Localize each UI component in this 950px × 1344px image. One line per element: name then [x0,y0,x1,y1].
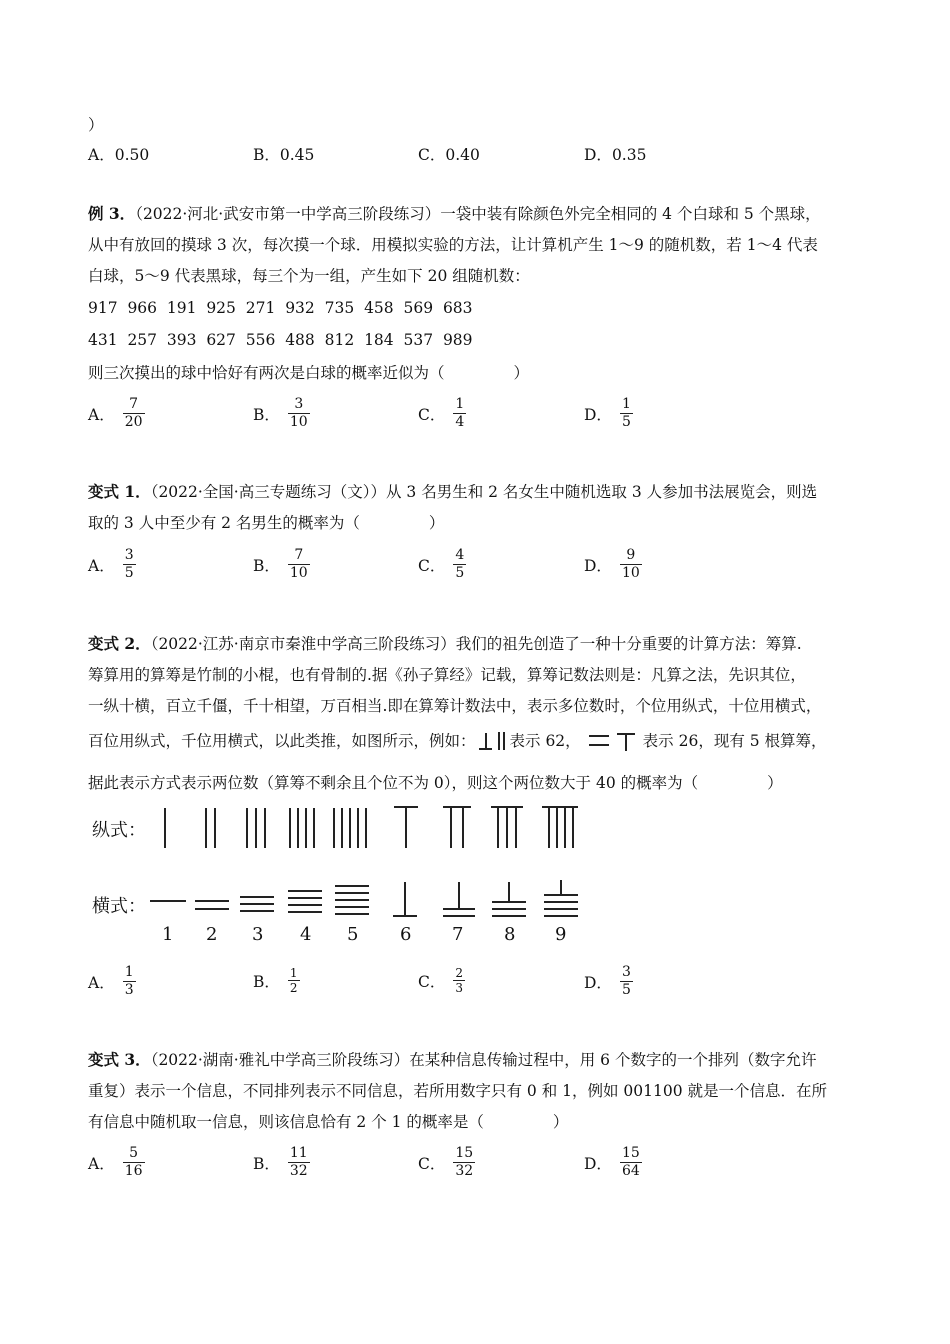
var2-line1: 变式 2．（2022·江苏·南京市秦淮中学高三阶段练习）我们的祖先创造了一种十分重要的计算方法：筹算. [88,634,802,653]
counting-rods-figure [88,802,588,952]
digit-2: 2 [206,924,218,945]
var1-option-b[interactable]: B． $\frac{7}{10}$ [253,547,308,581]
ex3-option-a[interactable]: A． $\frac{7}{20}$ [88,396,143,430]
var3-line2: 重复）表示一个信息，不同排列表示不同信息，若所用数字只有 0 和 1，例如 001100 就是一个信息．在所 [88,1082,828,1100]
var3-line1: 变式 3．（2022·湖南·雅礼中学高三阶段练习）在某种信息传输过程中，用 6 个数字的一个排列（数字允许 [88,1050,817,1069]
var1-line2: 取的 3 人中至少有 2 名男生的概率为（ ） [88,514,445,532]
option-c[interactable]: C．0.40 [418,146,480,164]
ex3-option-c[interactable]: C． $\frac{1}{4}$ [418,396,465,430]
digit-8: 8 [504,924,516,945]
horizontal-form-label: 横式： [92,896,146,917]
var2-option-d[interactable]: D． $\frac{3}{5}$ [584,964,631,998]
var1-option-c[interactable]: C． $\frac{4}{5}$ [418,547,465,581]
ex3-line1: 例 3．（2022·河北·武安市第一中学高三阶段练习）一袋中装有除颜色外完全相同的 4 个白球和 5 个黑球， [88,204,821,223]
option-b[interactable]: B．0.45 [253,146,315,164]
digit-4: 4 [300,924,312,945]
digit-5: 5 [347,924,359,945]
ex3-option-d[interactable]: D． $\frac{1}{5}$ [584,396,631,430]
ex3-random-numbers-1: 917 966 191 925 271 932 735 458 569 683 [88,299,473,317]
var3-option-c[interactable]: C． $\frac{15}{32}$ [418,1145,474,1179]
rod-figure-62 [476,730,510,752]
var2-line2: 筹算用的算筹是竹制的小棍，也有骨制的.据《孙子算经》记载，算筹记数法则是：凡算之法，先识其位， [88,666,806,684]
vertical-form-label: 纵式： [92,820,146,841]
var3-line3: 有信息中随机取一信息，则该信息恰有 2 个 1 的概率是（ ） [88,1113,569,1131]
var1-line1: 变式 1．（2022·全国·高三专题练习（文））从 3 名男生和 2 名女生中随机选取 3 人参加书法展览会，则选 [88,482,818,501]
var3-option-d[interactable]: D． $\frac{15}{64}$ [584,1145,640,1179]
var2-line5: 据此表示方式表示两位数（算筹不剩余且个位不为 0），则这个两位数大于 40 的概率为（ ） [88,774,783,792]
var1-option-d[interactable]: D． $\frac{9}{10}$ [584,547,640,581]
var2-option-c[interactable]: C． $\frac{2}{3}$ [418,966,464,995]
closing-paren: ） [88,116,104,134]
option-a[interactable]: A．0.50 [88,146,150,164]
var2-option-a[interactable]: A． $\frac{1}{3}$ [88,964,134,998]
var3-option-b[interactable]: B． $\frac{11}{32}$ [253,1145,308,1179]
ex3-line3: 白球，5～9 代表黑球，每三个为一组，产生如下 20 组随机数： [88,267,530,285]
option-d[interactable]: D．0.35 [584,146,647,164]
digit-3: 3 [252,924,264,945]
var3-option-a[interactable]: A． $\frac{5}{16}$ [88,1145,143,1179]
digit-6: 6 [400,924,412,945]
var2-option-b[interactable]: B． $\frac{1}{2}$ [253,966,298,995]
ex3-question: 则三次摸出的球中恰好有两次是白球的概率近似为（ ） [88,364,529,382]
ex3-random-numbers-2: 431 257 393 627 556 488 812 184 537 989 [88,331,473,349]
digit-7: 7 [452,924,464,945]
digit-1: 1 [162,924,174,945]
rod-figure-26 [587,730,643,752]
var2-line4: 百位用纵式，千位用横式，以此类推，如图所示，例如： 表示 62， 表示 26，现有 5 根算筹， [88,732,827,750]
digit-9: 9 [555,924,567,945]
var1-option-a[interactable]: A． $\frac{3}{5}$ [88,547,134,581]
var2-line3: 一纵十横，百立千僵，千十相望，万百相当.即在算筹计数法中，表示多位数时，个位用纵式，十位用横式， [88,697,822,715]
ex3-line2: 从中有放回的摸球 3 次，每次摸一个球．用模拟实验的方法，让计算机产生 1～9 的随机数，若 1～4 代表 [88,236,818,254]
ex3-option-b[interactable]: B． $\frac{3}{10}$ [253,396,308,430]
